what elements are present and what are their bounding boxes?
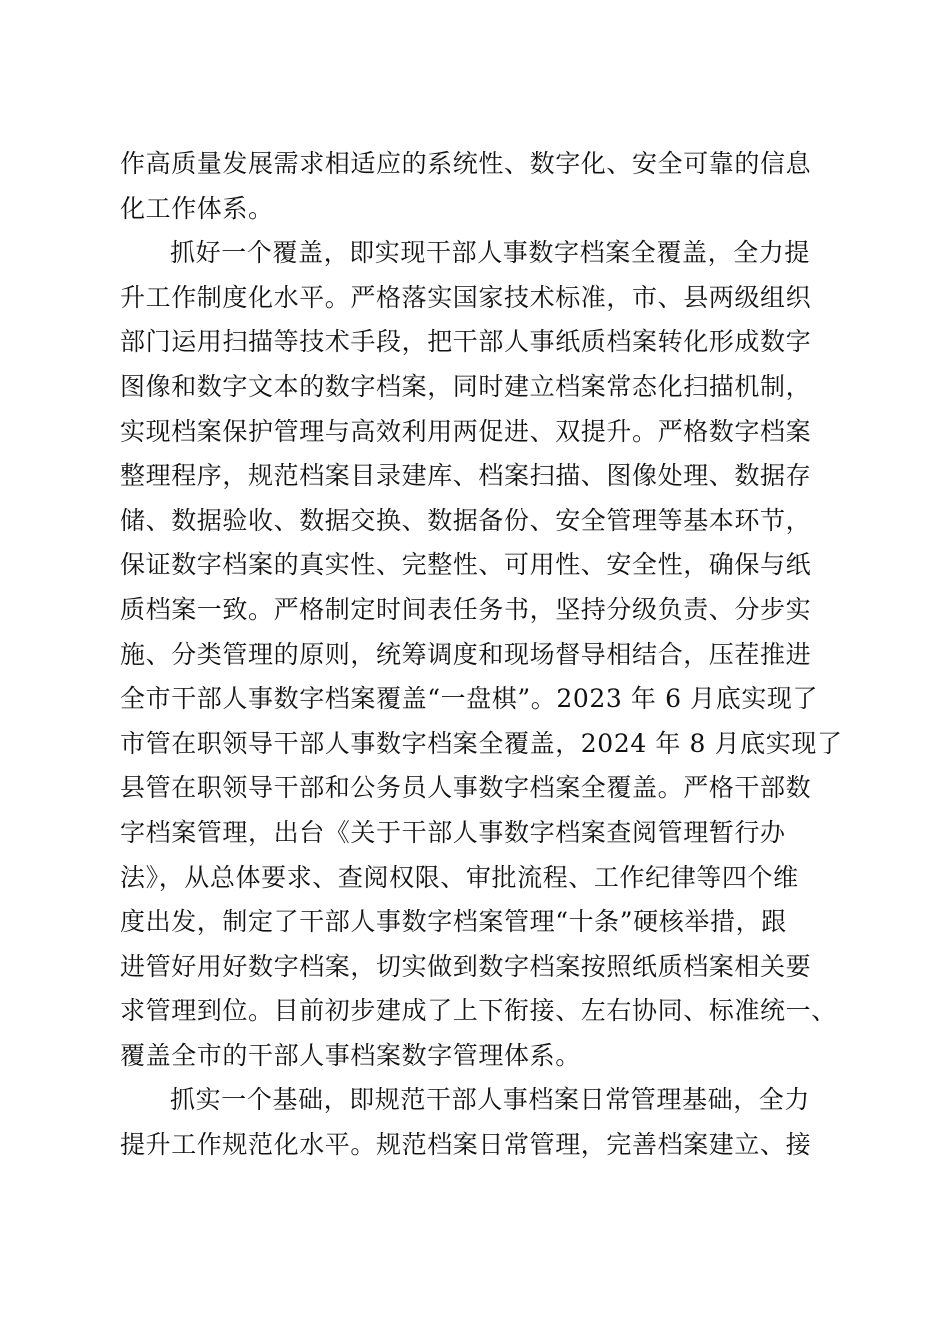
text-line: 储、数据验收、数据交换、数据备份、安全管理等基本环节， — [120, 505, 812, 535]
text-line: 作高质量发展需求相适应的系统性、数字化、安全可靠的信息 — [120, 149, 812, 178]
text-line: 施、分类管理的原则，统筹调度和现场督导相结合，压茬推进 — [120, 639, 812, 669]
text-line: 部门运用扫描等技术手段，把干部人事纸质档案转化形成数字 — [120, 327, 812, 357]
text-line: 度出发，制定了干部人事数字档案管理“十条”硬核举措，跟 — [120, 907, 787, 937]
text-line: 字档案管理，出台《关于干部人事数字档案查阅管理暂行办 — [120, 817, 786, 847]
paragraph-start-line: 抓实一个基础，即规范干部人事档案日常管理基础，全力 — [170, 1085, 811, 1115]
text-line: 进管好用好数字档案，切实做到数字档案按照纸质档案相关要 — [120, 951, 812, 981]
text-line: 市管在职领导干部人事数字档案全覆盖，2024 年 8 月底实现了 — [120, 728, 843, 758]
text-line: 覆盖全市的干部人事档案数字管理体系。 — [120, 1040, 581, 1070]
text-line: 实现档案保护管理与高效利用两促进、双提升。严格数字档案 — [120, 416, 812, 446]
text-line: 法》，从总体要求、查阅权限、审批流程、工作纪律等四个维 — [120, 862, 799, 892]
text-line: 求管理到位。目前初步建成了上下衔接、左右协同、标准统一、 — [120, 996, 837, 1026]
text-line: 升工作制度化水平。严格落实国家技术标准，市、县两级组织 — [120, 282, 812, 312]
paragraph-start-line: 抓好一个覆盖，即实现干部人事数字档案全覆盖，全力提 — [170, 238, 811, 268]
text-line: 质档案一致。严格制定时间表任务书，坚持分级负责、分步实 — [120, 594, 812, 624]
text-line: 保证数字档案的真实性、完整性、可用性、安全性，确保与纸 — [120, 550, 812, 580]
text-line: 整理程序，规范档案目录建库、档案扫描、图像处理、数据存 — [120, 461, 812, 491]
text-line: 提升工作规范化水平。规范档案日常管理，完善档案建立、接 — [120, 1130, 812, 1160]
text-line: 化工作体系。 — [120, 193, 274, 223]
text-line: 图像和数字文本的数字档案，同时建立档案常态化扫描机制， — [120, 371, 812, 401]
body-text — [120, 142, 843, 1168]
text-line: 县管在职领导干部和公务员人事数字档案全覆盖。严格干部数 — [120, 773, 812, 803]
text-line: 全市干部人事数字档案覆盖“一盘棋”。2023 年 6 月底实现了 — [120, 684, 819, 714]
